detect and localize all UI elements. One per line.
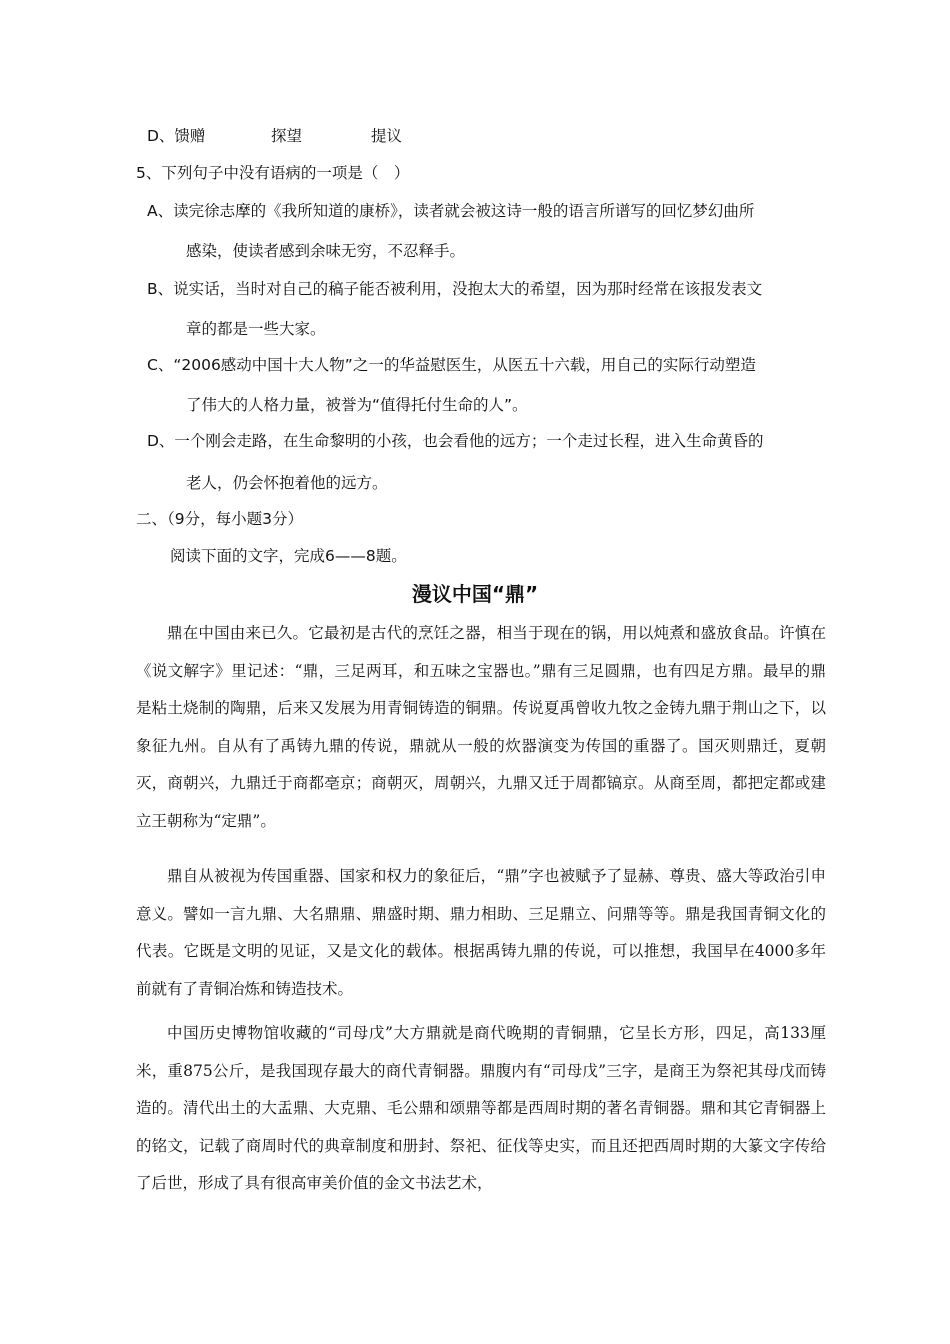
article-paragraph-2: 鼎自从被视为传国重器、国家和权力的象征后，“鼎”字也被赋予了显赫、尊贵、盛大等政治引申意义。譬如一言九鼎、大名鼎鼎、鼎盛时期、鼎力相助、三足鼎立、问鼎等等。鼎是我国青铜文化的代表。它既是文明的见证，又是文化的载体。根据禹铸九鼎的传说，可以推想，我国早在4000多年前就有了青铜冶炼和铸造技术。 [136, 867, 826, 998]
q5-option-a-line1: A、读完徐志摩的《我所知道的康桥》，读者就会被这诗一般的语言所谱写的回忆梦幻曲所 [147, 202, 755, 220]
article-title: 漫议中国“鼎” [411, 582, 539, 606]
q4-option-d-word3: 提议 [371, 127, 403, 145]
q5-option-b-line2: 章的都是一些大家。 [186, 320, 326, 338]
q5-option-d-line2: 老人，仍会怀抱着他的远方。 [186, 474, 388, 492]
q4-option-d-word2: 探望 [271, 127, 303, 145]
q5-option-a-line2: 感染，使读者感到余味无穷，不忍释手。 [186, 242, 466, 260]
q5-option-c-line1: C、“2006感动中国十大人物”之一的华益慰医生，从医五十六载，用自己的实际行动塑造 [147, 356, 756, 374]
q5-option-d-line1: D、一个刚会走路，在生命黎明的小孩，也会看他的远方；一个走过长程，进入生命黄昏的 [147, 432, 764, 450]
q5-option-c-line2: 了伟大的人格力量，被誉为“值得托付生命的人”。 [186, 396, 528, 414]
section2-heading: 二、（9分，每小题3分） [136, 510, 303, 528]
q5-option-b-line1: B、说实话，当时对自己的稿子能否被利用，没抱太大的希望，因为那时经常在该报发表文 [147, 280, 763, 298]
section2-instruction: 阅读下面的文字，完成6——8题。 [170, 547, 407, 565]
q4-option-d [147, 125, 402, 147]
q5-stem: 5、下列句子中没有语病的一项是（ ） [136, 164, 410, 182]
article-paragraph-1: 鼎在中国由来已久。它最初是古代的烹饪之器，相当于现在的锅，用以炖煮和盛放食品。许慎在《说文解字》里记述：“鼎，三足两耳，和五味之宝器也。”鼎有三足圆鼎，也有四足方鼎。最早的鼎是粘土烧制的陶鼎，后来又发展为用青铜铸造的铜鼎。传说夏禹曾收九牧之金铸九鼎于荆山之下，以象征九州。自从有了禹铸九鼎的传说，鼎就从一般的炊器演变为传国的重器了。国灭则鼎迁，夏朝灭，商朝兴，九鼎迁于商都亳京；商朝灭，周朝兴，九鼎又迁于周都镐京。从商至周，都把定都或建立王朝称为“定鼎”。 [136, 624, 826, 830]
article-paragraph-3: 中国历史博物馆收藏的“司母戊”大方鼎就是商代晚期的青铜鼎，它呈长方形，四足，高133厘米，重875公斤，是我国现存最大的商代青铜器。鼎腹内有“司母戊”三字，是商王为祭祀其母戊而铸造的。清代出土的大盂鼎、大克鼎、毛公鼎和颂鼎等都是西周时期的著名青铜器。鼎和其它青铜器上的铭文，记载了商周时代的典章制度和册封、祭祀、征伐等史实，而且还把西周时期的大篆文字传给了后世，形成了具有很高审美价值的金文书法艺术， [136, 1024, 826, 1192]
q4-option-d-label: D、馈赠 [147, 127, 206, 145]
